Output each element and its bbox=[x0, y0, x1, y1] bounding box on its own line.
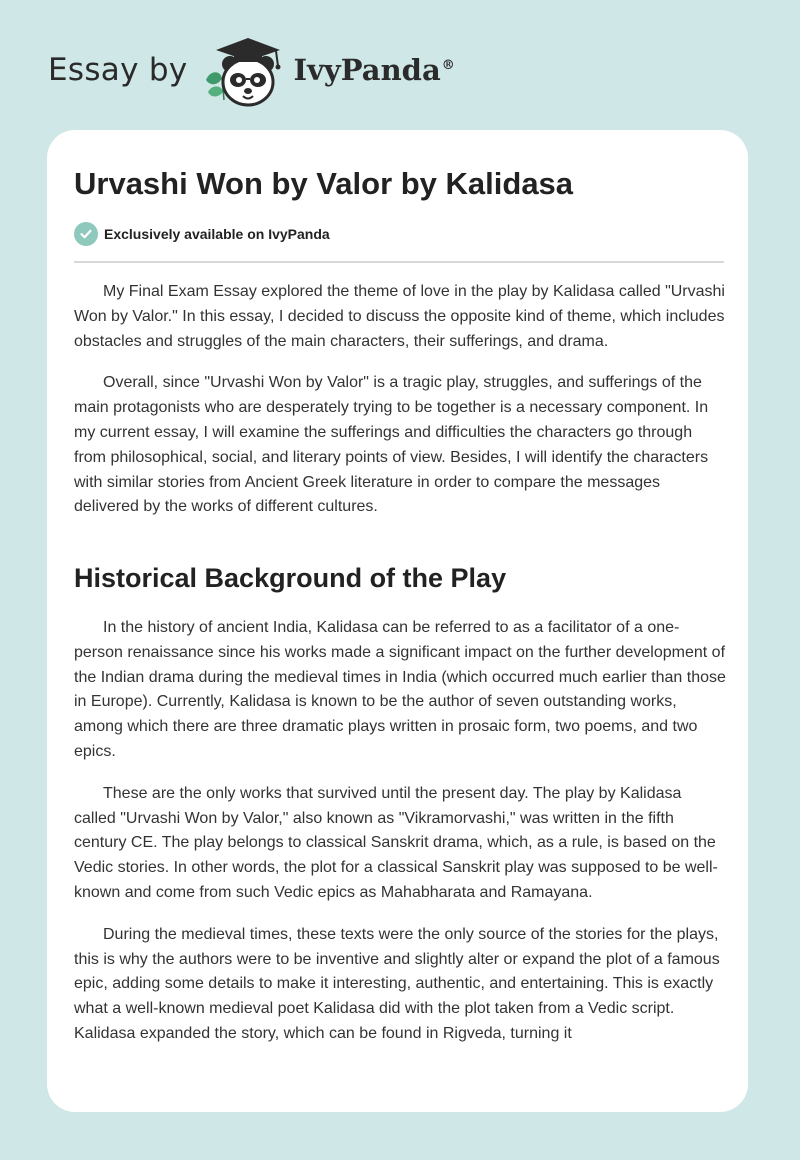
brand-text: IvyPanda bbox=[293, 53, 441, 87]
title-divider bbox=[74, 261, 724, 263]
essay-by-label: Essay by bbox=[48, 52, 188, 88]
paragraph: These are the only works that survived until the present day. The play by Kalidasa called "Urvashi Won by Valor," also known as "Vikramorvashi," was written in the fifth century CE. The play belongs to classical Sanskrit drama, which, as a rule, is based on the Vedic stories. In other words, the plot for a classical Sanskrit play was supposed to be well-known and come from such Vedic epics as Mahabharata and Ramayana. bbox=[74, 784, 718, 901]
history-section bbox=[74, 616, 726, 1064]
panda-logo-icon[interactable] bbox=[202, 30, 290, 110]
essay-title: Urvashi Won by Valor by Kalidasa bbox=[74, 166, 574, 201]
paragraph: During the medieval times, these texts were the only source of the stories for the plays, this is why the authors were to be inventive and slightly alter or expand the plot of a famous epic, adding some details to make it interesting, authentic, and entertaining. This is exactly what a well-known medieval poet Kalidasa did with the plot taken from a Vedic script. Kalidasa expanded the story, which can be found in Rigveda, turning it bbox=[74, 925, 720, 1042]
site-header bbox=[48, 30, 648, 110]
paragraph: Overall, since "Urvashi Won by Valor" is a tragic play, struggles, and sufferings of the main protagonists who are desperately trying to be together is a necessary component. In my current essay, I will examine the sufferings and difficulties the characters go through from philosophical, social, and literary points of view. Besides, I will identify the characters with similar stories from Ancient Greek literature in order to compare the messages delivered by the works of different cultures. bbox=[74, 374, 709, 516]
check-circle-icon bbox=[74, 222, 98, 246]
registered-mark: ® bbox=[441, 58, 455, 74]
paragraph: In the history of ancient India, Kalidasa can be referred to as a facilitator of a one-person renaissance since his works made a significant impact on the further development of the Indian drama during the medieval times in India (which occurred much earlier than those in Europe). Currently, Kalidasa is known to be the author of seven outstanding works, among which there are three dramatic plays written in prosaic form, two poems, and two epics. bbox=[74, 619, 726, 760]
brand-name[interactable] bbox=[294, 53, 455, 87]
essay-card bbox=[47, 130, 748, 1112]
exclusive-badge bbox=[74, 222, 330, 246]
section-heading: Historical Background of the Play bbox=[74, 563, 507, 593]
paragraph: My Final Exam Essay explored the theme of love in the play by Kalidasa called "Urvashi Won by Valor." In this essay, I decided to discuss the opposite kind of theme, which includes obstacles and struggles of the main characters, their sufferings, and drama. bbox=[74, 283, 725, 350]
exclusive-badge-label: Exclusively available on IvyPanda bbox=[104, 226, 330, 242]
intro-section bbox=[74, 280, 726, 537]
